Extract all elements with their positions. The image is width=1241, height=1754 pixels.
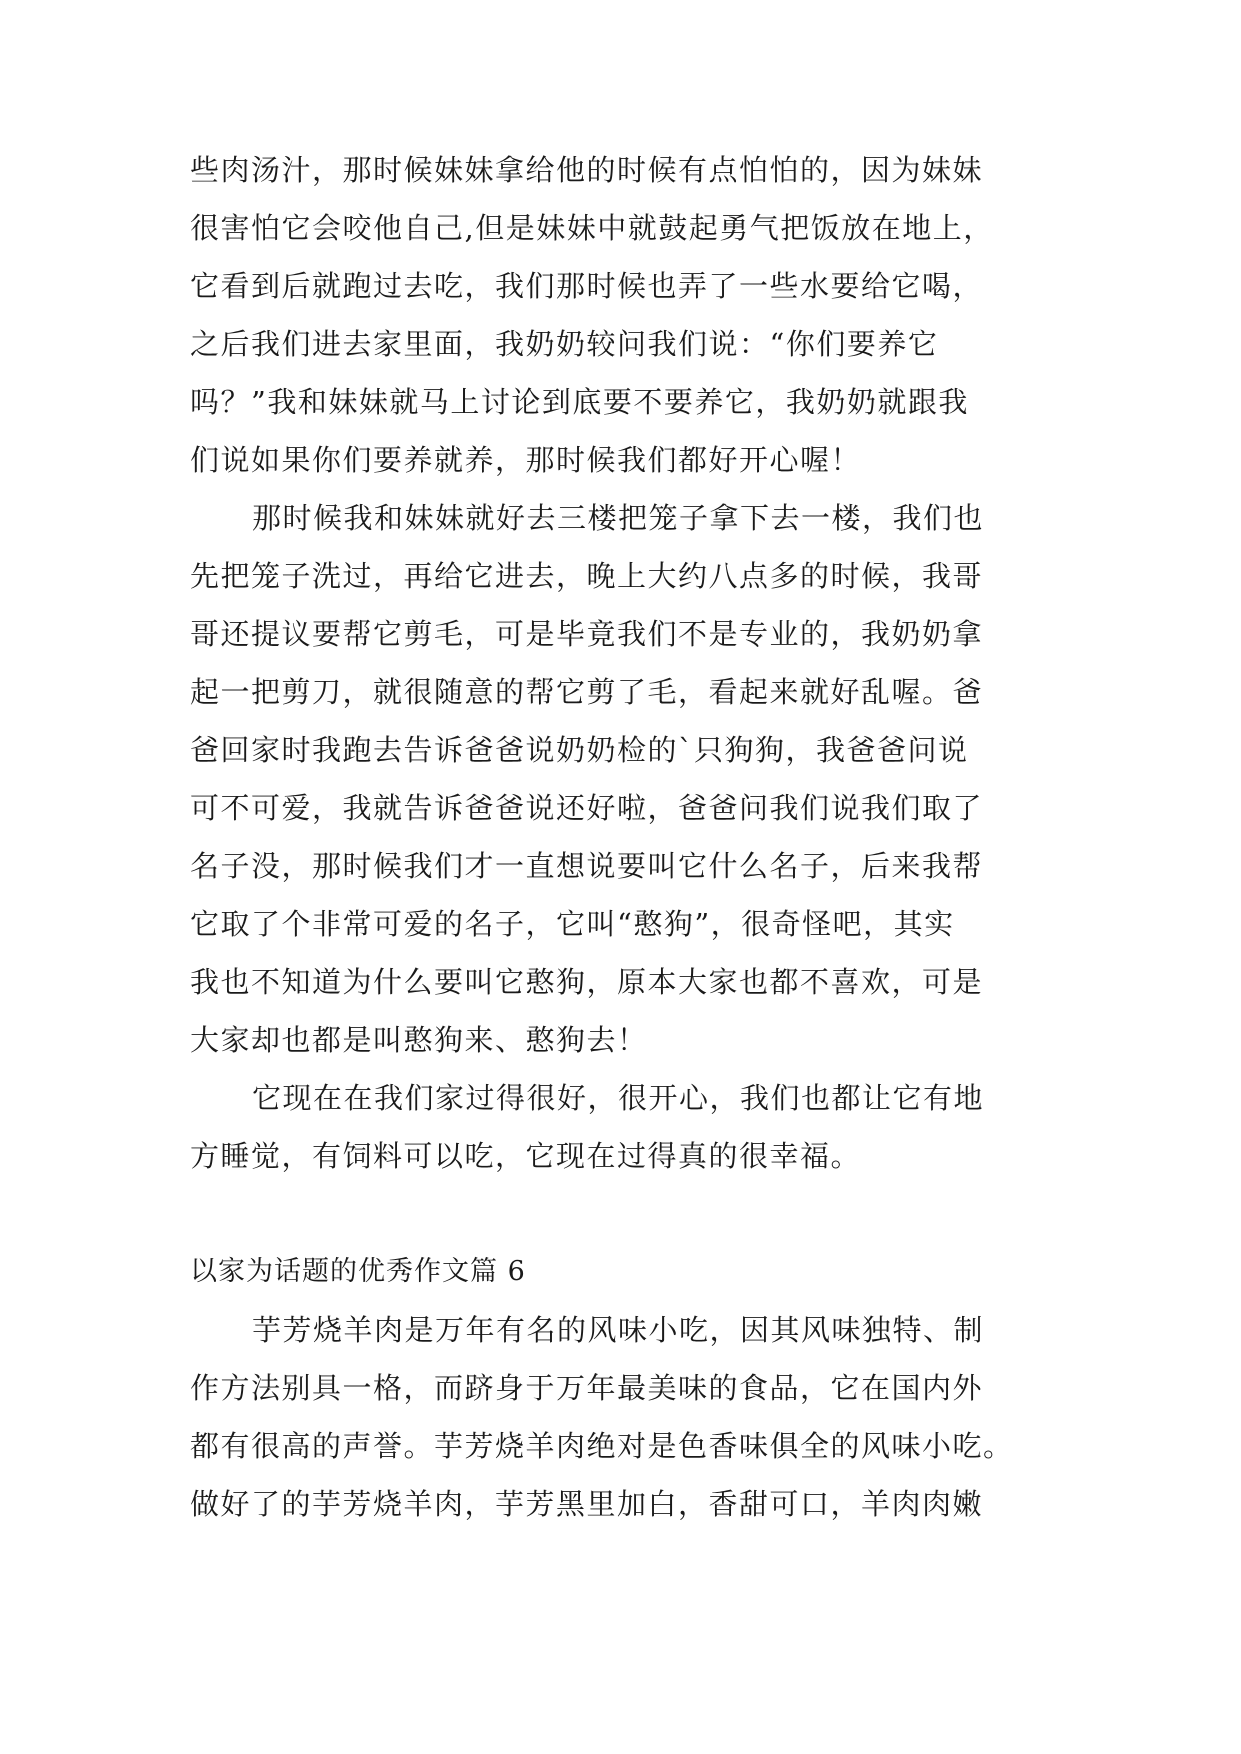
paragraph-line: 先把笼子洗过，再给它进去，晚上大约八点多的时候，我哥 (190, 559, 984, 593)
paragraph-line: 之后我们进去家里面，我奶奶较问我们说：“你们要养它 (190, 327, 939, 361)
section-heading: 以家为话题的优秀作文篇 6 (190, 1256, 526, 1287)
paragraph-line: 爸回家时我跑去告诉爸爸说奶奶检的`只狗狗，我爸爸问说 (190, 733, 969, 767)
paragraph-line: 吗？”我和妹妹就马上讨论到底要不要养它，我奶奶就跟我 (190, 385, 969, 419)
paragraph-line: 都有很高的声誉。芋芳烧羊肉绝对是色香味俱全的风味小吃。 (190, 1429, 1014, 1463)
paragraph-line: 方睡觉，有饲料可以吃，它现在过得真的很幸福。 (190, 1139, 862, 1173)
paragraph-line: 我也不知道为什么要叫它憨狗，原本大家也都不喜欢，可是 (190, 965, 984, 999)
paragraph-line: 那时候我和妹妹就好去三楼把笼子拿下去一楼，我们也 (252, 501, 985, 535)
paragraph-line: 可不可爱，我就告诉爸爸说还好啦，爸爸问我们说我们取了 (190, 791, 984, 825)
paragraph-line: 它现在在我们家过得很好，很开心，我们也都让它有地 (252, 1081, 985, 1115)
paragraph-line: 起一把剪刀，就很随意的帮它剪了毛，看起来就好乱喔。爸 (190, 675, 984, 709)
paragraph-line: 些肉汤汁，那时候妹妹拿给他的时候有点怕怕的，因为妹妹 (190, 153, 984, 187)
paragraph-line: 大家却也都是叫憨狗来、憨狗去！ (190, 1023, 648, 1057)
paragraph-line: 哥还提议要帮它剪毛，可是毕竟我们不是专业的，我奶奶拿 (190, 617, 984, 651)
paragraph-line: 芋芳烧羊肉是万年有名的风味小吃，因其风味独特、制 (252, 1313, 985, 1347)
paragraph-line: 它看到后就跑过去吃，我们那时候也弄了一些水要给它喝， (190, 269, 984, 303)
paragraph-line: 作方法别具一格，而跻身于万年最美味的食品，它在国内外 (190, 1371, 984, 1405)
paragraph-line: 做好了的芋芳烧羊肉，芋芳黑里加白，香甜可口，羊肉肉嫩 (190, 1487, 984, 1521)
paragraph-line: 很害怕它会咬他自己,但是妹妹中就鼓起勇气把饭放在地上， (190, 211, 994, 245)
paragraph-line: 它取了个非常可爱的名子，它叫“憨狗”，很奇怪吧，其实 (190, 907, 955, 941)
paragraph-line: 们说如果你们要养就养，那时候我们都好开心喔！ (190, 443, 862, 477)
paragraph-line: 名子没，那时候我们才一直想说要叫它什么名子，后来我帮 (190, 849, 984, 883)
